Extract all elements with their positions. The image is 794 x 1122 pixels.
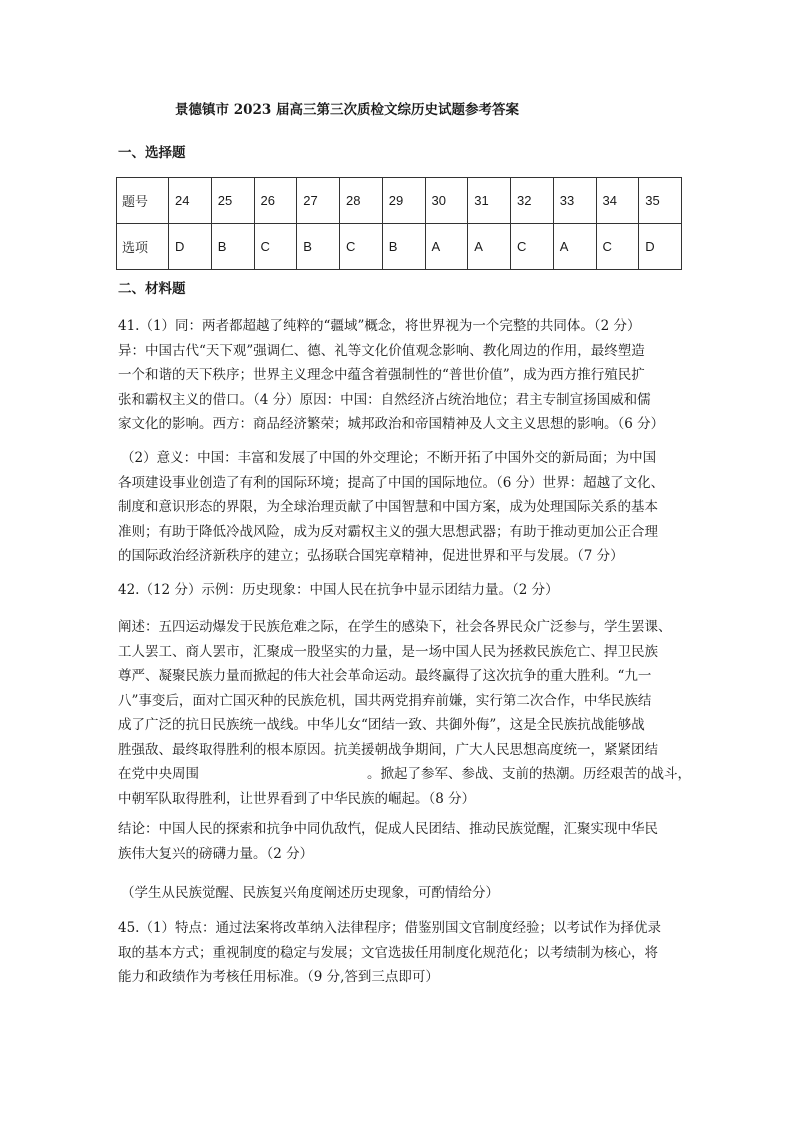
table-cell: D: [639, 224, 682, 270]
text-line: 45.（1）特点：通过法案将改革纳入法律程序；借鉴别国文官制度经验；以考试作为择优录: [118, 920, 662, 936]
table-row-numbers: [117, 178, 682, 224]
q42-body: [118, 615, 691, 811]
q42-note: [118, 881, 688, 906]
table-cell: 25: [211, 178, 254, 224]
table-cell: C: [340, 224, 383, 270]
text-line: 族伟大复兴的磅礴力量。（2 分）: [118, 845, 314, 862]
text-line: 家文化的影响。西方：商品经济繁荣；城邦政治和帝国精神及人文主义思想的影响。（6 分）: [118, 416, 665, 432]
text-line: 张和霸权主义的借口。（4 分）原因：中国：自然经济占统治地位；君主专制宣扬国威和儒: [118, 391, 651, 408]
table-cell: C: [596, 224, 639, 270]
text-line: 异：中国古代“天下观”强调仁、德、礼等文化价值观念影响、教化周边的作用，最终塑造: [118, 342, 645, 359]
text-line: 胜强敌、最终取得胜利的根本原因。抗美援朝战争期间，广大人民思想高度统一，紧紧团结: [118, 741, 658, 758]
text-line: 工人罢工、商人罢市，汇聚成一股坚实的力量，是一场中国人民为拯救民族危亡、捍卫民族: [118, 643, 658, 660]
table-cell: C: [254, 224, 297, 270]
answer-table: [116, 177, 682, 270]
q41-part1: [118, 314, 688, 437]
table-cell: B: [211, 224, 254, 270]
table-cell: 33: [553, 178, 596, 224]
text-line: 42.（12 分）示例：历史现象：中国人民在抗争中显示团结力量。（2 分）: [118, 582, 559, 598]
table-cell: A: [468, 224, 511, 270]
section-heading-material: 二、材料题: [118, 281, 186, 297]
q45-part1: [118, 916, 688, 990]
text-line: 能力和政绩作为考核任用标准。（9 分,答到三点即可）: [118, 969, 439, 985]
row-label-answer: 选项: [117, 224, 169, 270]
text-line: 准则；有助于降低冷战风险，成为反对霸权主义的强大思想武器；有助于推动更加公正合理: [118, 523, 658, 540]
text-segment: 在党中央周围: [118, 766, 199, 782]
table-cell: C: [511, 224, 554, 270]
table-cell: A: [553, 224, 596, 270]
text-line: 中朝军队取得胜利，让世界看到了中华民族的崛起。（8 分）: [118, 790, 476, 807]
table-cell: 28: [340, 178, 383, 224]
text-line: 41.（1）同：两者都超越了纯粹的“疆域”概念，将世界视为一个完整的共同体。（2 分）: [118, 318, 641, 334]
table-cell: B: [382, 224, 425, 270]
q41-part2: [118, 446, 688, 569]
table-cell: B: [297, 224, 340, 270]
section-heading-choice: 一、选择题: [118, 145, 186, 161]
table-cell: 26: [254, 178, 297, 224]
table-cell: 27: [297, 178, 340, 224]
text-line: 的国际政治经济新秩序的建立；弘扬联合国宪章精神，促进世界和平与发展。（7 分）: [118, 548, 624, 564]
q42-intro: [118, 578, 688, 603]
text-line: 取的基本方式；重视制度的稳定与发展；文官选拔任用制度化规范化；以考绩制为核心，将: [118, 944, 658, 961]
text-line: 一个和谐的天下秩序；世界主义理念中蕴含着强制性的“普世价值”，成为西方推行殖民扩: [118, 367, 645, 383]
text-line: [118, 762, 691, 787]
page-title: 景德镇市 2023 届高三第三次质检文综历史试题参考答案: [175, 102, 519, 118]
text-line: 阐述：五四运动爆发于民族危难之际，在学生的感染下，社会各界民众广泛参与，学生罢课、: [118, 619, 672, 635]
table-cell: A: [425, 224, 468, 270]
text-line: 八”事变后，面对亡国灭种的民族危机，国共两党捐弃前嫌，实行第二次合作，中华民族结: [118, 692, 652, 709]
table-cell: 29: [382, 178, 425, 224]
text-segment: 。掀起了参军、参战、支前的热潮。历经艰苦的战斗，: [367, 766, 691, 782]
text-line: 成了广泛的抗日民族统一战线。中华儿女“团结一致、共御外侮”，这是全民族抗战能够战: [118, 717, 645, 733]
text-line: 结论：中国人民的探索和抗争中同仇敌忾，促成人民团结、推动民族觉醒，汇聚实现中华民: [118, 821, 658, 837]
table-cell: 35: [639, 178, 682, 224]
table-cell: 32: [511, 178, 554, 224]
table-cell: 34: [596, 178, 639, 224]
text-line: 各项建设事业创造了有利的国际环境；提高了中国的国际地位。（6 分）世界：超越了文化、: [118, 474, 665, 491]
text-line: （学生从民族觉醒、民族复兴角度阐述历史现象，可酌情给分）: [121, 885, 499, 901]
table-cell: 30: [425, 178, 468, 224]
text-line: 尊严、凝聚民族力量而掀起的伟大社会革命运动。最终赢得了这次抗争的重大胜利。“九一: [118, 668, 652, 684]
row-label-number: 题号: [117, 178, 169, 224]
q42-conclusion: [118, 817, 688, 866]
table-cell: 24: [169, 178, 212, 224]
table-cell: 31: [468, 178, 511, 224]
table-cell: D: [169, 224, 212, 270]
table-row-answers: [117, 224, 682, 270]
text-line: 制度和意识形态的界限，为全球治理贡献了中国智慧和中国方案，成为处理国际关系的基本: [118, 499, 658, 515]
text-line: （2）意义：中国：丰富和发展了中国的外交理论；不断开拓了中国外交的新局面；为中国: [121, 450, 657, 466]
